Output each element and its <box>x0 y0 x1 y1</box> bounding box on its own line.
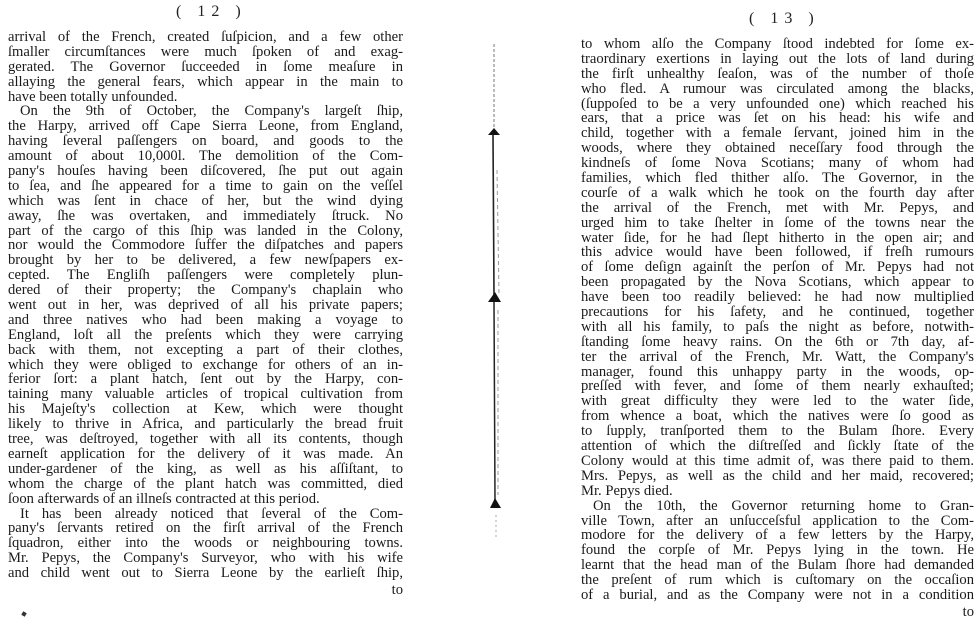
text-line: allaying the general fears, which appear in the main to <box>8 73 403 90</box>
text-line: been propagated by the Nova Scotians, which appear to <box>581 274 974 291</box>
text-line: and three natives who had been making a voyage to <box>8 311 403 328</box>
text-line: have been totally unfounded. <box>8 88 178 105</box>
text-line: likely to thrive in Africa, and particularly the bread fruit <box>8 416 403 433</box>
text-line: the firſt unhealthy ſeaſon, was of the number of thoſe <box>581 65 974 82</box>
text-line: England, loſt all the preſents which they were carrying <box>8 326 403 343</box>
text-line: woods, where they obtained neceſſary food through the <box>581 140 974 157</box>
text-line: Mr. Pepys, the Company's Surveyor, who with his wife <box>8 550 403 567</box>
text-line: the arrival of the French, met with Mr. Pepys, and <box>581 199 974 216</box>
text-line: attention of which the diſtreſſed and ſickly ſtate of the <box>581 438 974 455</box>
page-body-text <box>581 37 974 620</box>
text-line: with all his family, to paſs the night as before, notwith- <box>581 318 974 335</box>
text-line: preſſed with fever, and ſome of them nearly exhauſted; <box>581 378 974 395</box>
text-line: gerated. The Governor ſucceeded in ſome meaſure in <box>8 58 403 75</box>
text-line: the preſent of rum which is cuſtomary on the occaſion <box>581 572 974 589</box>
text-line: have been too readily believed: he had now multiplied <box>581 289 974 306</box>
text-line: taining many valuable articles of tropical cultivation from <box>8 386 403 403</box>
catchword: to <box>962 603 974 620</box>
text-line: from whence a boat, which the natives were ſo good as <box>581 408 974 425</box>
binding-thread-icon <box>488 40 502 620</box>
page-body-text <box>8 30 403 598</box>
text-line: child, together with a female ſervant, joined him in the <box>581 125 974 142</box>
text-line: Colony would at this time admit of, was there paid to them. <box>581 452 974 469</box>
text-line: to ſupply, tranſported them to the Bulam ſhore. Every <box>581 423 974 440</box>
text-line: to ſea, and ſhe appeared for a time to gain on the veſſel <box>8 177 403 194</box>
text-line: (ſuppoſed to be a very unfounded one) which reached his <box>581 95 974 112</box>
text-line: under-gardener of the king, as well as his aſſiſtant, to <box>8 460 403 477</box>
text-line: nor would the Commodore ſuffer the diſpatches and papers <box>8 237 403 254</box>
text-line: went out in her, was deprived of all his private papers; <box>8 297 403 314</box>
text-line: urged him to take ſhelter in ſome of the towns near the <box>581 214 974 231</box>
text-line: arrival of the French, created ſuſpicion, and a few other <box>8 29 403 45</box>
text-line: part of the cargo of this ſhip was landed in the Colony, <box>8 222 403 239</box>
text-line: It has been already noticed that ſeveral of the Com- <box>20 505 403 522</box>
text-line: On the 9th of October, the Company's largeſt ſhip, <box>20 103 403 120</box>
page-number: ( 13 ) <box>749 10 820 27</box>
text-line: cepted. The Engliſh paſſengers were completely plun- <box>8 267 403 284</box>
text-line: On the 10th, the Governor returning home to Gran- <box>593 497 974 514</box>
text-line: of ſome deſign againſt the perſon of Mr. Pepys had not <box>581 259 974 276</box>
text-line: traordinary exertions in laying out the lots of land during <box>581 50 974 67</box>
text-line: which was ſent in chace of her, but the wind dying <box>8 192 403 209</box>
text-line: pany's houſes having been diſcovered, ſhe put out again <box>8 163 403 180</box>
text-line: Mrs. Pepys, as well as the child and her maid, recovered; <box>581 467 974 484</box>
text-line: the Harpy, arrived off Cape Sierra Leone, from England, <box>8 118 403 135</box>
text-line: ſoon afterwards of an illneſs contracted at this period. <box>8 490 320 507</box>
text-line: kindneſs of ſome Nova Scotians; many of whom had <box>581 155 974 172</box>
text-line: which they were obliged to exchange for others of an in- <box>8 356 403 373</box>
text-line: of a burial, and as the Company were not in a condition <box>581 586 974 603</box>
text-line: who fled. A rumour was circulated among the blacks, <box>581 80 974 97</box>
text-line: ſquadron, either into the woods or neighbouring towns. <box>8 535 403 552</box>
text-line: ferior ſort: a plant hatch, ſent out by the Harpy, con- <box>8 371 403 388</box>
text-line: ſtanding ſome heavy rains. On the 6th or 7th day, af- <box>581 333 974 350</box>
binding-gutter <box>488 40 502 240</box>
text-line: water ſide, for he had ſlept hitherto in the open air; and <box>581 229 974 246</box>
text-line: whom the charge of the plant hatch was committed, died <box>8 475 403 492</box>
text-line: dered of their property; the Company's chaplain who <box>8 282 403 299</box>
text-line: precautions for his ſafety, and he continued, together <box>581 304 974 321</box>
text-line: pany's ſervants retired on the firſt arrival of the French <box>8 520 403 537</box>
text-line: tree, was deſtroyed, together with all its contents, though <box>8 431 403 448</box>
text-line: ter the arrival of the French, Mr. Watt, the Company's <box>581 348 974 365</box>
text-line: modore for the delivery of a few letters by the Harpy, <box>581 527 974 544</box>
text-line: brought by her to be delivered, a few newſpapers ex- <box>8 252 403 269</box>
text-line: Mr. Pepys died. <box>581 482 673 499</box>
page-number: ( 12 ) <box>176 3 247 20</box>
text-line: found the corpſe of Mr. Pepys lying in the town. He <box>581 542 974 559</box>
text-line: courſe of a walk which he took on the fourth day after <box>581 184 974 201</box>
text-line: his Majeſty's collection at Kew, which were thought <box>8 401 403 418</box>
text-line: with great difficulty they were led to the water ſide, <box>581 393 974 410</box>
text-line: to whom alſo the Company ſtood indebted for ſome ex- <box>581 36 974 52</box>
text-line: ſmaller circumſtances were much ſpoken of and exag- <box>8 43 403 60</box>
ink-speck <box>21 611 26 616</box>
text-line: this advice would have been followed, if freſh rumours <box>581 244 974 261</box>
text-line: manager, found this unhappy party in the woods, op- <box>581 363 974 380</box>
text-line: ville Town, after an unſucceſsful application to the Com- <box>581 512 974 529</box>
text-line: having ſeveral paſſengers on board, and goods to the <box>8 133 403 150</box>
text-line: learnt that the head man of the Bulam ſhore had demanded <box>581 557 974 574</box>
text-line: and child went out to Sierra Leone by the earlieſt ſhip, <box>8 565 403 582</box>
text-line: back with them, not excepting a part of their clothes, <box>8 341 403 358</box>
text-line: amount of about 10,000l. The demolition of the Com- <box>8 148 403 165</box>
text-line: away, ſhe was overtaken, and immediately ſtruck. No <box>8 207 403 224</box>
text-line: earneſt application for the delivery of it was made. An <box>8 445 403 462</box>
text-line: ears, that a price was ſet on his head: his wife and <box>581 110 974 127</box>
catchword: to <box>391 581 403 598</box>
text-line: families, which fled thither alſo. The Governor, in the <box>581 170 974 187</box>
